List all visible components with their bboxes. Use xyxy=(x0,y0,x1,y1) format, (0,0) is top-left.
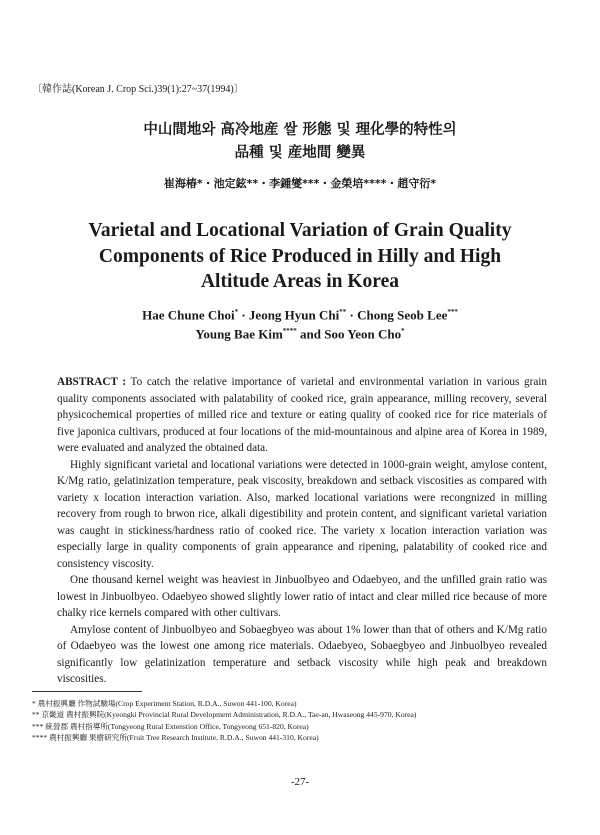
abstract-text: To catch the relative importance of varietal and environmental variation in various grain quality components associated with palatability of cooked rice, grain appearance, milling recovery, several physicochemical properties of milled rice and texture or eating quality of cooked rice for rice materials of five japonica cultivars, produced at four locations of the mid-mountainous and alpine area of Korea in 1989, were evaluated and analyzed the obtained data. xyxy=(57,376,547,454)
author-name: Chong Seob Lee xyxy=(357,307,448,323)
english-title-line-2: Components of Rice Produced in Hilly and High xyxy=(98,245,502,267)
footnote-4: **** 農村振興廳 果樹研究所(Fruit Tree Research Institute, R.D.A., Suwon 441-310, Korea) xyxy=(32,733,319,743)
page-number: -27- xyxy=(290,776,310,788)
abstract-paragraph-3: One thousand kernel weight was heaviest in Jinbuolbyeo and Odaebyeo, and the unfilled grain ratio was lowest in Jinbuolbyeo. Odaebyeo showed slightly lower ratio of intact and clear milled rice because of more chalky rice kernels compared with other cultivars. xyxy=(57,574,547,619)
footnote-1: * 農村振興廳 作物試驗場(Crop Experiment Station, R.D.A., Suwon 441-100, Korea) xyxy=(32,699,297,708)
author-name: Young Bae Kim xyxy=(195,326,283,342)
author-name: Soo Yeon Cho xyxy=(324,326,402,342)
english-title xyxy=(0,218,600,295)
english-authors-line-2 xyxy=(0,322,600,343)
author-separator: · xyxy=(238,307,249,323)
author-mark: **** xyxy=(282,327,297,335)
author-conjunction: and xyxy=(296,326,325,342)
author-name: Jeong Hyun Chi xyxy=(248,307,340,323)
author-mark: * xyxy=(234,308,239,316)
korean-title-line-2: 品種 및 産地間 變異 xyxy=(234,145,366,161)
abstract-paragraph-2: Highly significant varietal and locational variations were detected in 1000-grain weight, amylose content, K/Mg ratio, gelatinization temperature, peak viscosity, breakdown and setback viscosities as compared with variety x location interaction variation. Also, marked locational variations were recongnized in milling recovery from rough to brwon rice, alkali digestibility and protein content, and significant varietal variation was caught in stickiness/hardness ratio of cooked rice. The variety x location interaction variation was especially large in quality components of grain appearance and ripening, palatability of cooked rice and consistency viscosity. xyxy=(57,458,547,570)
english-title-line-3: Altitude Areas in Korea xyxy=(200,271,400,292)
author-name: Hae Chune Choi xyxy=(142,307,235,323)
abstract-label: ABSTRACT : xyxy=(57,376,127,388)
footnote-2: ** 京畿道 農村振興院(Kyeongki Provincial Rural Development Administration, R.D.A., Tae-an, Hwaseong 445-970, Korea) xyxy=(32,710,417,720)
footnote-3: *** 統營郡 農村指導所(Tongyeong Rural Extenstion Office, Tongyeong 651-820, Korea) xyxy=(32,721,309,731)
journal-citation: 〔韓作誌(Korean J. Crop Sci.)39(1):27~37(1994)〕 xyxy=(32,84,244,95)
korean-authors: 崔海椿*・池定鉉**・李鍾燮***・金榮培****・趙守衍* xyxy=(163,177,437,190)
footnote-divider xyxy=(32,691,142,692)
abstract-paragraph-1 xyxy=(57,374,547,457)
abstract xyxy=(57,374,547,688)
english-title-line-1: Varietal and Locational Variation of Grain Quality xyxy=(88,220,512,241)
korean-title-line-1: 中山間地와 高冷地産 쌀 形態 및 理化學的特性의 xyxy=(143,122,457,138)
abstract-paragraph-4: Amylose content of Jinbuolbyeo and Sobaegbyeo was about 1% lower than that of others and K/Mg ratio of Odaebyeo was the lowest one among rice materials. Odaebyeo, Sobaegbyeo and Jinbuolbyeo revealed significantly low gelatinization temperature and setback viscosity while high peak and breakdown viscosities. xyxy=(57,623,547,685)
author-mark: * xyxy=(401,327,405,335)
footnotes xyxy=(32,698,572,744)
author-mark: ** xyxy=(339,308,347,316)
author-separator: · xyxy=(346,307,358,323)
author-mark: *** xyxy=(447,308,458,316)
